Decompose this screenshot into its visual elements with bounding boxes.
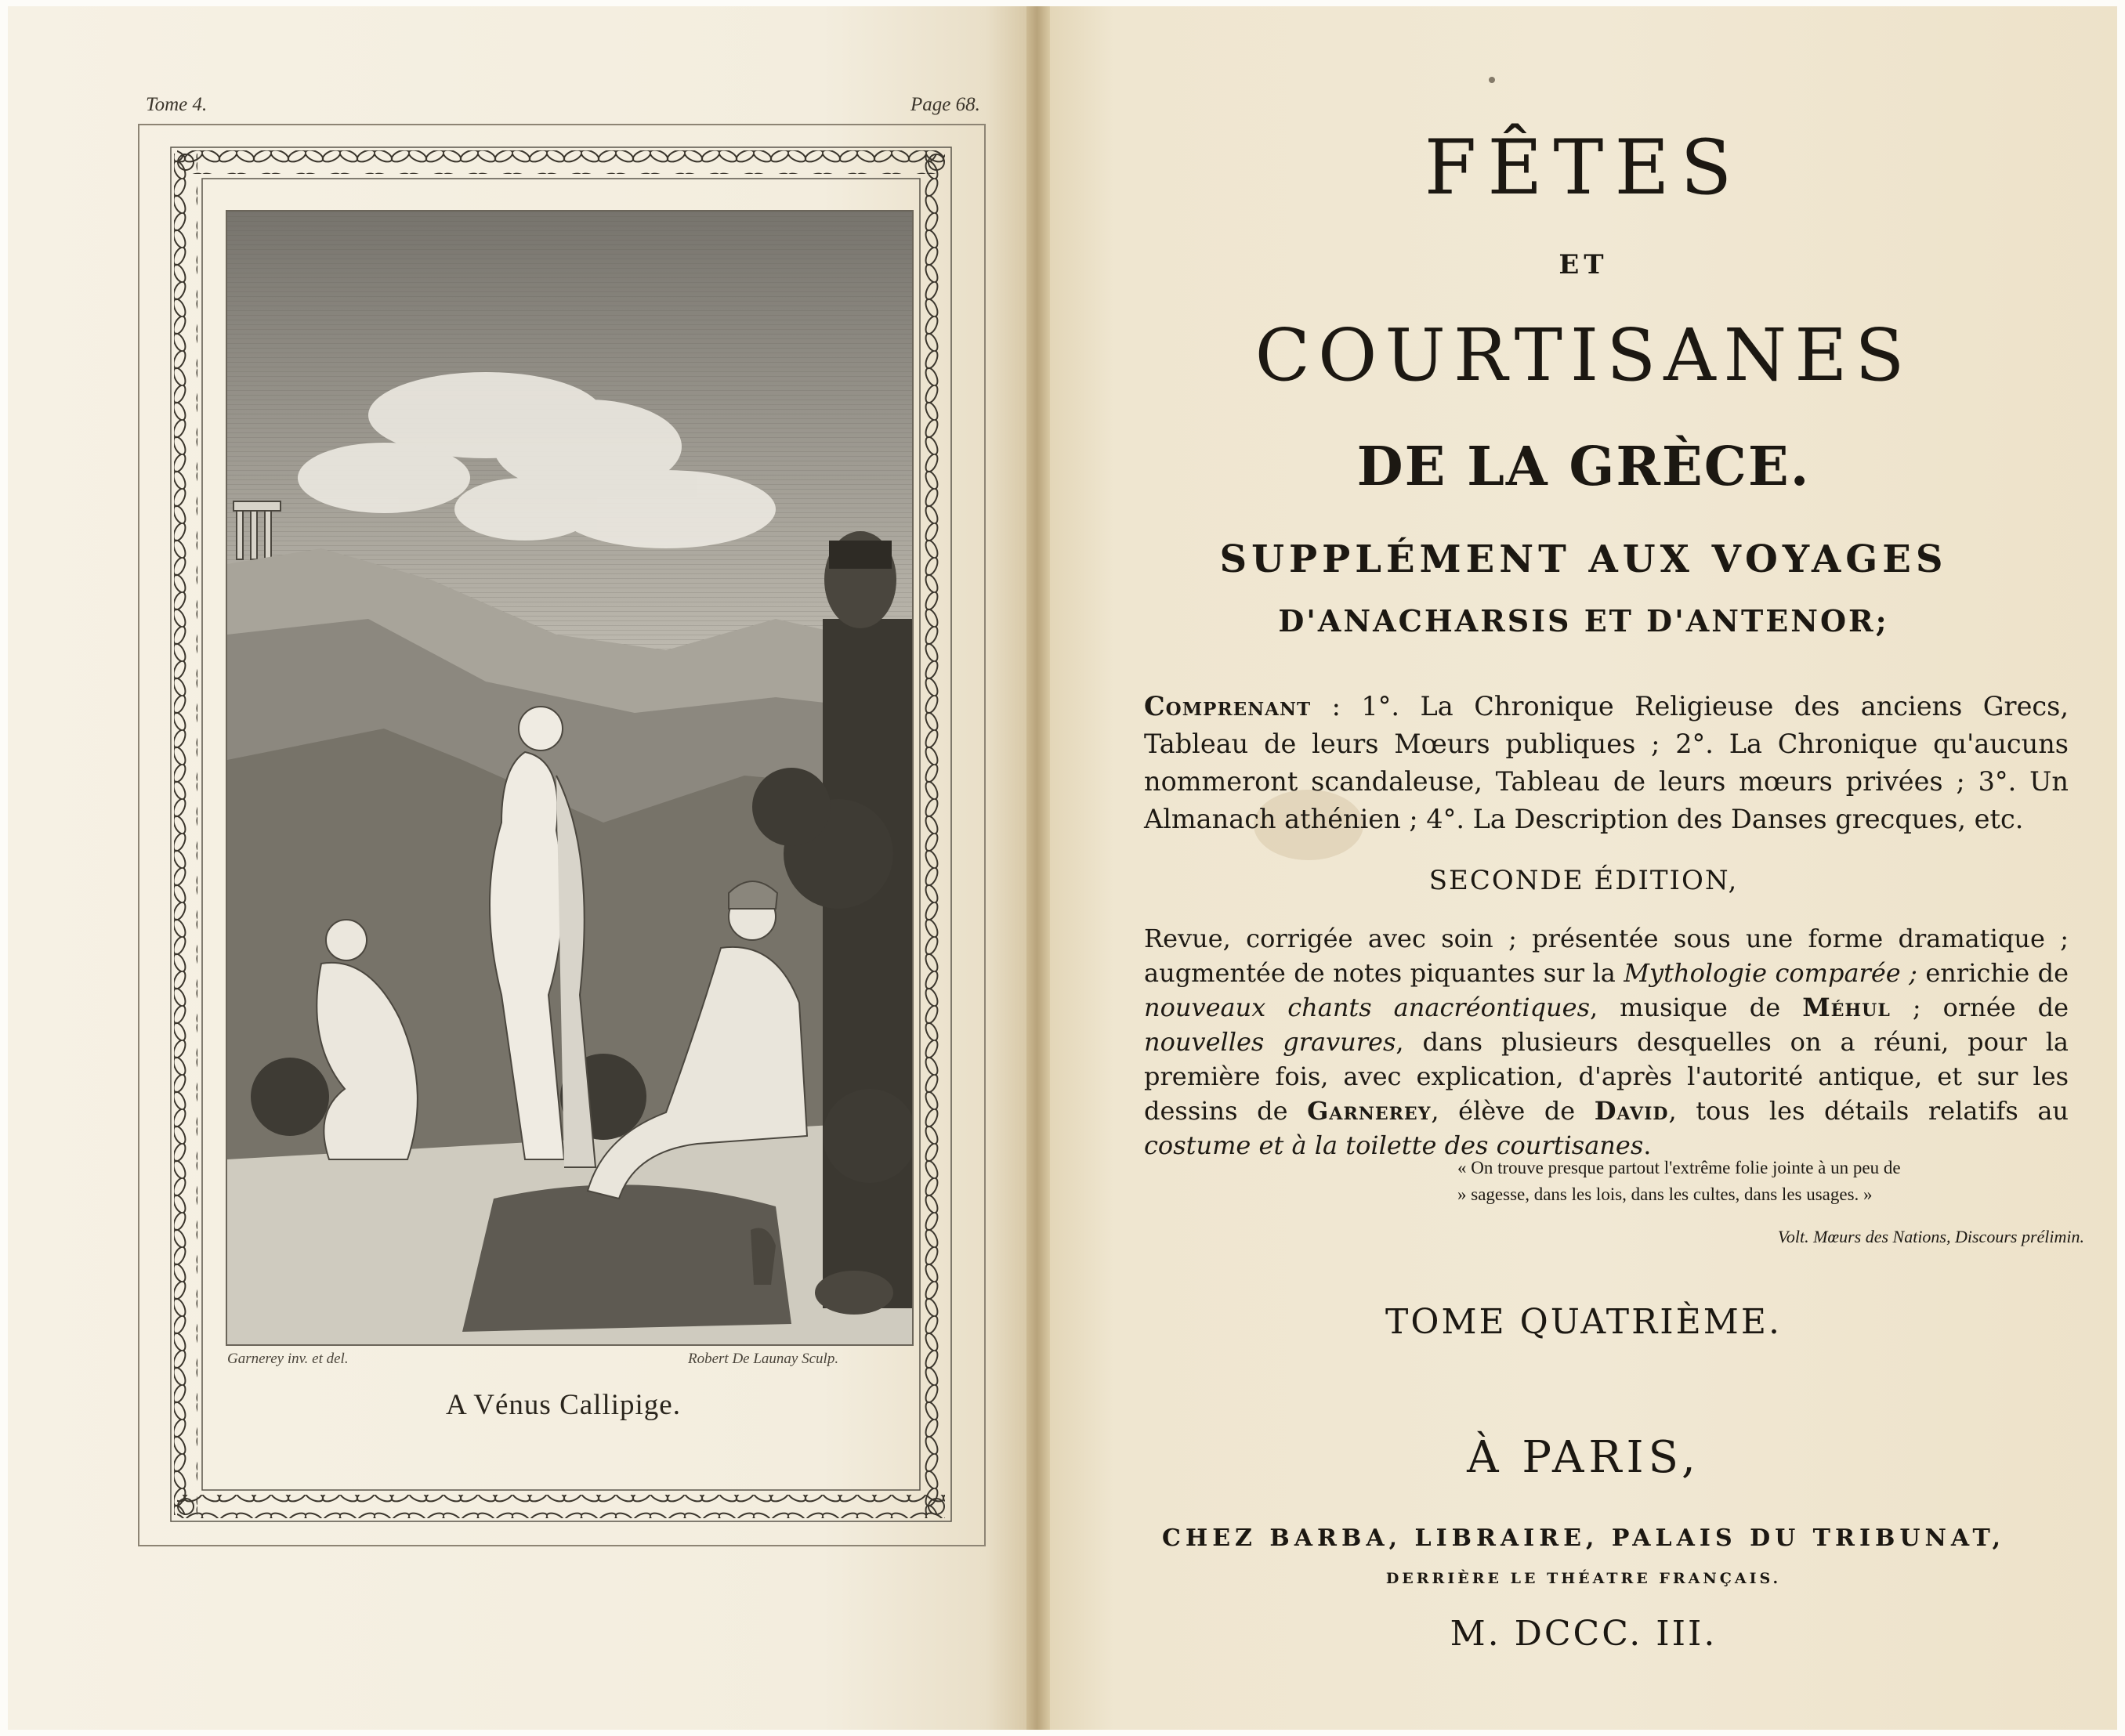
- revue-text-2: enrichie de: [1917, 958, 2069, 988]
- comprenant-label: Comprenant: [1144, 691, 1312, 722]
- revue-italic-gravures: nouvelles gravures: [1144, 1027, 1396, 1057]
- title-et: ET: [1558, 249, 1609, 280]
- revue-text-4: ; ornée de: [1890, 993, 2069, 1022]
- engraving-credit-engraver: Robert De Launay Sculp.: [688, 1351, 839, 1367]
- edition-statement: SECONDE ÉDITION,: [1428, 865, 1739, 896]
- open-book: [8, 6, 2117, 1730]
- epigraph: [1457, 1155, 2084, 1208]
- revue-text-6: , élève de: [1431, 1096, 1595, 1126]
- imprint-publisher: CHEZ BARBA, LIBRAIRE, PALAIS DU TRIBUNAT,: [1161, 1524, 2006, 1552]
- revue-text-1: Revue, corrigée avec soin ; présentée sous une forme dramatique ; augmentée de notes piquantes sur la: [1144, 924, 2069, 988]
- title-page: [1050, 6, 2117, 1730]
- revue-italic-costume: costume et à la toilette des courtisanes: [1144, 1130, 1644, 1160]
- title-de-la-grece: DE LA GRÈCE.: [1356, 436, 1811, 498]
- volume-statement: TOME QUATRIÈME.: [1385, 1302, 1782, 1342]
- epigraph-line-2: » sagesse, dans les lois, dans les cultes, dans les usages. »: [1457, 1184, 1873, 1204]
- title-courtisanes: COURTISANES: [1254, 313, 1913, 397]
- subtitle-supplement: SUPPLÉMENT AUX VOYAGES: [1219, 537, 1948, 581]
- revue-text-5: , dans plusieurs desquelles on a réuni, pour la première fois, avec explication, d'après l'autorité antique, et sur les dessins de: [1144, 1027, 2069, 1126]
- frontispiece-page: [8, 6, 1026, 1730]
- epigraph-line-1: « On trouve presque partout l'extrême folie jointe à un peu de: [1457, 1158, 1901, 1177]
- plate-caption: A Vénus Callipige.: [446, 1389, 681, 1421]
- revue-text-7: , tous les détails relatifs au: [1668, 1096, 2069, 1126]
- comprenant-text: : 1°. La Chronique Religieuse des anciens Grecs, Tableau de leurs Mœurs publiques ; 2°. La Chronique qu'aucuns nommeront scandaleuse, Tableau de leurs mœurs privées ; 3°. Un Almanach athénien ; 4°. La Description des Danses grecques, etc.: [1144, 691, 2069, 834]
- contents-paragraph: [1144, 688, 2069, 838]
- revue-italic-mythologie: Mythologie comparée ;: [1624, 958, 1917, 988]
- fox-spot: [1489, 77, 1495, 83]
- plate-page-label: Page 68.: [910, 94, 980, 115]
- engraving-venus-callipyge: [226, 210, 914, 1346]
- herm-statue: [823, 531, 914, 1308]
- revue-text-3: , musique de: [1590, 993, 1803, 1022]
- plate-tome-label: Tome 4.: [146, 94, 208, 115]
- plate-mark: [138, 124, 986, 1546]
- epigraph-attribution: Volt. Mœurs des Nations, Discours prélimin.: [1777, 1227, 2084, 1246]
- engraving-credit-inventor: Garnerey inv. et del.: [227, 1351, 349, 1367]
- revue-italic-chants: nouveaux chants anacréontiques: [1144, 993, 1591, 1022]
- imprint-place: À PARIS,: [1467, 1432, 1700, 1483]
- revue-name-garnerey: Garnerey: [1307, 1096, 1432, 1126]
- imprint-year: M. DCCC. III.: [1450, 1614, 1718, 1654]
- revue-paragraph: [1144, 921, 2069, 1163]
- title-fetes: FÊTES: [1424, 124, 1743, 212]
- revue-name-david: David: [1594, 1096, 1669, 1126]
- revue-name-mehul: Méhul: [1802, 993, 1891, 1022]
- revue-text-8: .: [1643, 1130, 1652, 1160]
- book-gutter: [1026, 6, 1050, 1730]
- subtitle-anacharsis: D'ANACHARSIS ET D'ANTENOR;: [1278, 603, 1889, 638]
- imprint-address: DERRIÈRE LE THÉATRE FRANÇAIS.: [1385, 1570, 1782, 1587]
